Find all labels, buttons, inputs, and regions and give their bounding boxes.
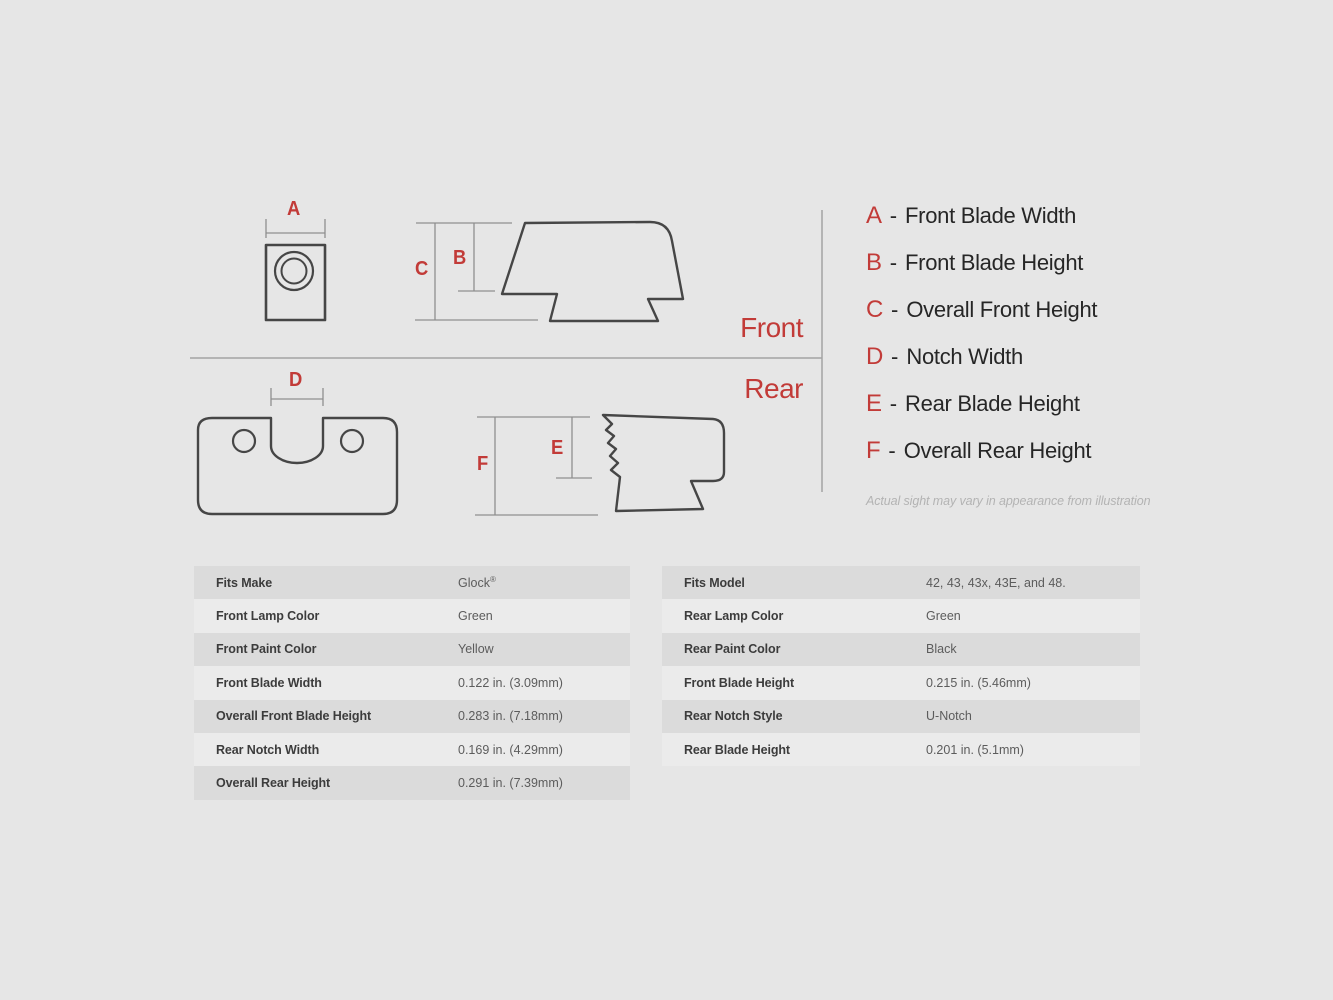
disclaimer-text: Actual sight may vary in appearance from illustration bbox=[866, 494, 1151, 508]
spec-value: 42, 43, 43x, 43E, and 48. bbox=[926, 575, 1066, 590]
spec-value: U-Notch bbox=[926, 709, 972, 724]
spec-label: Fits Make bbox=[216, 575, 273, 590]
legend-separator: - bbox=[889, 250, 898, 275]
legend-item bbox=[866, 296, 1166, 343]
legend-letter: D bbox=[866, 343, 884, 370]
dimension-label-e: E bbox=[551, 437, 563, 459]
spec-row bbox=[194, 633, 630, 666]
spec-table-left bbox=[194, 566, 630, 800]
front-lamp-inner-circle bbox=[282, 259, 307, 284]
rear-lamp-left-circle bbox=[233, 430, 255, 452]
divider-lines bbox=[190, 210, 822, 492]
rear-sight-front-view bbox=[198, 418, 397, 514]
rear-section-label: Rear bbox=[744, 373, 803, 404]
spec-value: Black bbox=[926, 642, 957, 657]
spec-value: 0.122 in. (3.09mm) bbox=[458, 675, 563, 690]
spec-row bbox=[662, 733, 1140, 766]
legend-separator: - bbox=[889, 391, 898, 416]
dimension-label-f: F bbox=[477, 453, 488, 475]
spec-value: 0.291 in. (7.39mm) bbox=[458, 776, 563, 791]
legend-letter: C bbox=[866, 296, 884, 323]
spec-row bbox=[662, 599, 1140, 632]
legend-label: Notch Width bbox=[906, 344, 1023, 369]
dimension-lines bbox=[266, 219, 598, 515]
spec-value: Glock® bbox=[458, 575, 496, 591]
spec-label: Rear Notch Style bbox=[684, 709, 783, 724]
legend-separator: - bbox=[891, 297, 899, 322]
dimension-label-b: B bbox=[453, 247, 466, 269]
dimension-label-d: D bbox=[289, 369, 302, 391]
legend-label: Front Blade Width bbox=[905, 203, 1077, 228]
dimension-legend bbox=[866, 202, 1166, 484]
legend-label: Overall Rear Height bbox=[903, 438, 1092, 463]
dimension-label-c: C bbox=[415, 258, 428, 280]
legend-letter: B bbox=[866, 249, 882, 276]
spec-value: Green bbox=[926, 609, 961, 624]
spec-row bbox=[194, 599, 630, 632]
legend-letter: A bbox=[866, 202, 882, 229]
spec-label: Overall Front Blade Height bbox=[216, 709, 372, 724]
rear-lamp-right-circle bbox=[341, 430, 363, 452]
rear-sight-side-view bbox=[603, 415, 724, 511]
legend-separator: - bbox=[889, 203, 898, 228]
spec-label: Rear Blade Height bbox=[684, 742, 790, 757]
legend-item bbox=[866, 249, 1166, 296]
spec-row bbox=[194, 666, 630, 699]
spec-value: 0.169 in. (4.29mm) bbox=[458, 742, 563, 757]
spec-label: Front Lamp Color bbox=[216, 609, 320, 624]
spec-value: 0.201 in. (5.1mm) bbox=[926, 742, 1024, 757]
spec-label: Rear Lamp Color bbox=[684, 609, 784, 624]
spec-label: Overall Rear Height bbox=[216, 776, 331, 791]
spec-table-right bbox=[662, 566, 1140, 766]
spec-value: Green bbox=[458, 609, 493, 624]
spec-label: Rear Notch Width bbox=[216, 742, 320, 757]
legend-item bbox=[866, 437, 1166, 484]
spec-value: 0.283 in. (7.18mm) bbox=[458, 709, 563, 724]
dimension-label-a: A bbox=[287, 198, 300, 220]
spec-value: 0.215 in. (5.46mm) bbox=[926, 675, 1031, 690]
spec-row bbox=[194, 700, 630, 733]
legend-separator: - bbox=[888, 438, 896, 463]
spec-row bbox=[662, 633, 1140, 666]
legend-item bbox=[866, 390, 1166, 437]
spec-row bbox=[194, 766, 630, 799]
spec-value: Yellow bbox=[458, 642, 494, 657]
legend-label: Front Blade Height bbox=[905, 250, 1084, 275]
spec-row bbox=[662, 700, 1140, 733]
spec-label: Fits Model bbox=[684, 575, 745, 590]
legend-label: Rear Blade Height bbox=[905, 391, 1080, 416]
front-sight-side-view bbox=[502, 222, 683, 321]
legend-label: Overall Front Height bbox=[906, 297, 1098, 322]
front-sight-front-view bbox=[266, 245, 325, 320]
legend-letter: E bbox=[866, 390, 882, 417]
spec-row bbox=[194, 566, 630, 599]
spec-label: Front Blade Width bbox=[216, 675, 322, 690]
spec-label: Front Blade Height bbox=[684, 675, 795, 690]
front-section-label: Front bbox=[740, 312, 803, 343]
spec-label: Rear Paint Color bbox=[684, 642, 781, 657]
spec-row bbox=[662, 666, 1140, 699]
legend-letter: F bbox=[866, 437, 881, 464]
spec-label: Front Paint Color bbox=[216, 642, 317, 657]
registered-mark: ® bbox=[489, 575, 496, 585]
legend-item bbox=[866, 343, 1166, 390]
legend-separator: - bbox=[891, 344, 899, 369]
legend-item bbox=[866, 202, 1166, 249]
spec-row bbox=[194, 733, 630, 766]
spec-row bbox=[662, 566, 1140, 599]
